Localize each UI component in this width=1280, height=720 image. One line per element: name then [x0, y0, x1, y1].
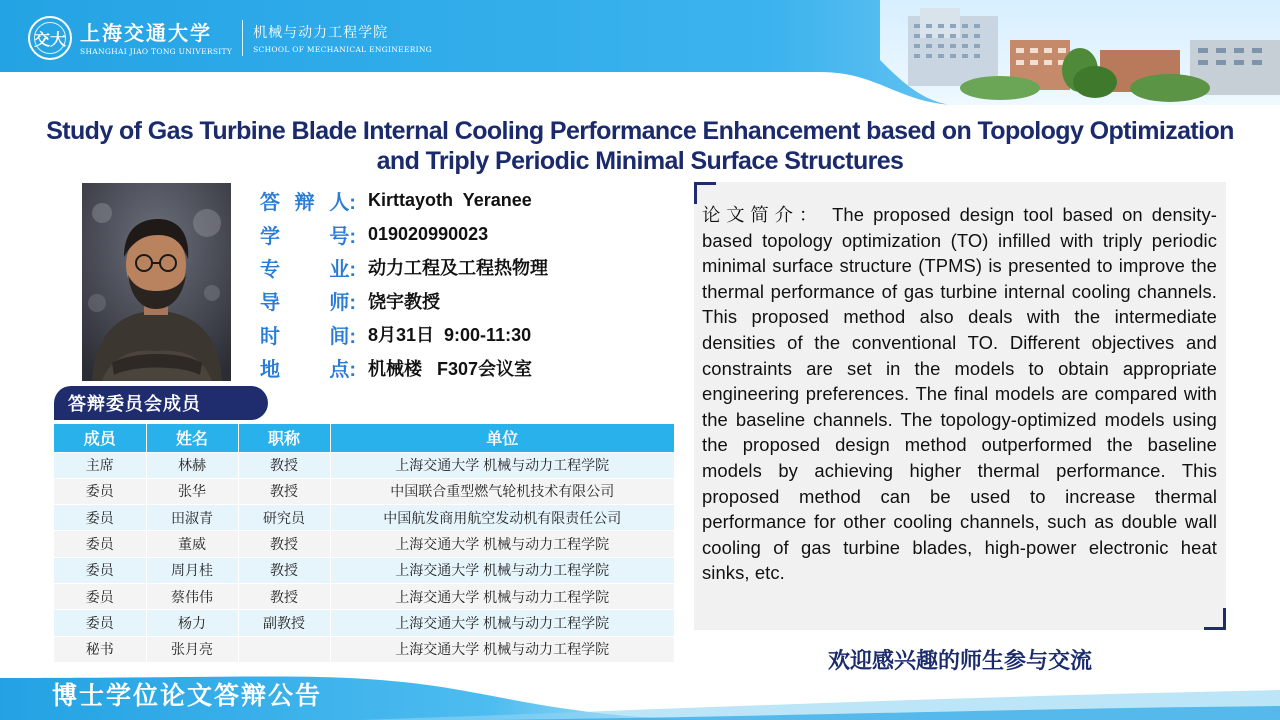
- university-seal-icon: [28, 16, 72, 60]
- cell-role: 委员: [54, 557, 146, 583]
- university-logo: [28, 14, 432, 62]
- cell-role: 委员: [54, 478, 146, 504]
- cell-title: [238, 636, 330, 662]
- table-row: [54, 478, 674, 504]
- advisor: 饶宇教授: [368, 291, 440, 312]
- cell-name: 林赫: [146, 452, 238, 478]
- info-label: 专 业:: [260, 258, 356, 281]
- column-header: 单位: [330, 424, 674, 452]
- cell-role: 委员: [54, 505, 146, 531]
- school-name-cn: 机械与动力工程学院: [253, 24, 389, 40]
- table-row: [54, 505, 674, 531]
- cell-name: 周月桂: [146, 557, 238, 583]
- table-header-row: [54, 424, 674, 452]
- cell-title: 教授: [238, 531, 330, 557]
- cell-affiliation: 中国航发商用航空发动机有限责任公司: [330, 505, 674, 531]
- info-row-defender: [260, 184, 680, 217]
- cell-affiliation: 上海交通大学 机械与动力工程学院: [330, 557, 674, 583]
- info-row-advisor: [260, 284, 680, 317]
- info-label: 答 辩 人:: [260, 192, 356, 215]
- table-row: [54, 557, 674, 583]
- seal-text: 交大: [33, 29, 66, 49]
- cell-title: 教授: [238, 557, 330, 583]
- info-row-student-id: [260, 217, 680, 250]
- info-row-major: [260, 251, 680, 284]
- welcome-message: 欢迎感兴趣的师生参与交流: [827, 648, 1092, 673]
- defense-time: 8月31日 9:00-11:30: [368, 325, 532, 346]
- column-header: 职称: [238, 424, 330, 452]
- announcement-title: 博士学位论文答辩公告: [52, 681, 323, 710]
- abstract-box: [694, 182, 1226, 630]
- campus-buildings-image: [860, 0, 1280, 105]
- cell-affiliation: 上海交通大学 机械与动力工程学院: [330, 636, 674, 662]
- table-row: [54, 452, 674, 478]
- column-header: 成员: [54, 424, 146, 452]
- cell-title: 副教授: [238, 610, 330, 636]
- info-label: 导 师:: [260, 292, 356, 315]
- cell-name: 张月亮: [146, 636, 238, 662]
- student-id: 019020990023: [368, 223, 489, 244]
- school-name-en: SCHOOL OF MECHANICAL ENGINEERING: [253, 45, 433, 54]
- cell-role: 主席: [54, 452, 146, 478]
- cell-affiliation: 上海交通大学 机械与动力工程学院: [330, 610, 674, 636]
- info-label: 学 号:: [260, 225, 356, 248]
- cell-title: 研究员: [238, 505, 330, 531]
- cell-role: 委员: [54, 610, 146, 636]
- cell-affiliation: 上海交通大学 机械与动力工程学院: [330, 452, 674, 478]
- cell-role: 秘书: [54, 636, 146, 662]
- university-name-cn: 上海交通大学: [80, 20, 212, 45]
- cell-role: 委员: [54, 531, 146, 557]
- abstract-body: The proposed design tool based on density-based topology optimization (TO) infilled with triply periodic minimal surface structure (TPMS) is presented to improve the thermal performance of gas turbine internal cooling channels. This proposed method also deals with the intermediate densities of the conventional TO. Different objectives and constraints are set in the models to obtain appropriate engineering preferences. The final models are compared with the baseline channels. The topology-optimized models using the proposed design method outperformed the baseline models by achieving higher thermal performance. This proposed method can be used to increase thermal performance for other cooling channels, such as double wall cooling of gas turbine blades, high-power electronic heat sinks, etc.: [702, 204, 1217, 584]
- table-row: [54, 636, 674, 662]
- committee-heading: 答辩委员会成员: [54, 386, 268, 420]
- cell-name: 蔡伟伟: [146, 583, 238, 609]
- cell-title: 教授: [238, 583, 330, 609]
- cell-name: 董威: [146, 531, 238, 557]
- table-row: [54, 583, 674, 609]
- major: 动力工程及工程热物理: [368, 258, 548, 279]
- cell-name: 张华: [146, 478, 238, 504]
- cell-role: 委员: [54, 583, 146, 609]
- logo-divider: [242, 20, 243, 56]
- university-name-en: SHANGHAI JIAO TONG UNIVERSITY: [80, 46, 233, 56]
- defender-name: Kirttayoth Yeranee: [368, 190, 532, 211]
- corner-bracket-decoration: [694, 182, 716, 204]
- cell-name: 杨力: [146, 610, 238, 636]
- thesis-title: Study of Gas Turbine Blade Internal Cooling Performance Enhancement based on Topology Optimization and Triply Periodic Minimal Surface Structures: [46, 117, 1234, 175]
- info-row-location: [260, 351, 680, 384]
- info-label: 地 点:: [260, 359, 356, 382]
- cell-affiliation: 上海交通大学 机械与动力工程学院: [330, 583, 674, 609]
- abstract-label: 论文简介：: [702, 204, 824, 225]
- info-row-time: [260, 318, 680, 351]
- cell-title: 教授: [238, 478, 330, 504]
- cell-title: 教授: [238, 452, 330, 478]
- corner-bracket-decoration: [1204, 608, 1226, 630]
- table-row: [54, 610, 674, 636]
- candidate-photo: [82, 183, 231, 381]
- header-banner: [0, 0, 1280, 105]
- candidate-info: [260, 184, 680, 384]
- column-header: 姓名: [146, 424, 238, 452]
- info-label: 时 间:: [260, 325, 356, 348]
- cell-name: 田淑青: [146, 505, 238, 531]
- cell-affiliation: 上海交通大学 机械与动力工程学院: [330, 531, 674, 557]
- cell-affiliation: 中国联合重型燃气轮机技术有限公司: [330, 478, 674, 504]
- table-row: [54, 531, 674, 557]
- committee-table: [54, 424, 674, 662]
- abstract-text: [702, 202, 1217, 586]
- defense-location: 机械楼 F307会议室: [368, 358, 533, 379]
